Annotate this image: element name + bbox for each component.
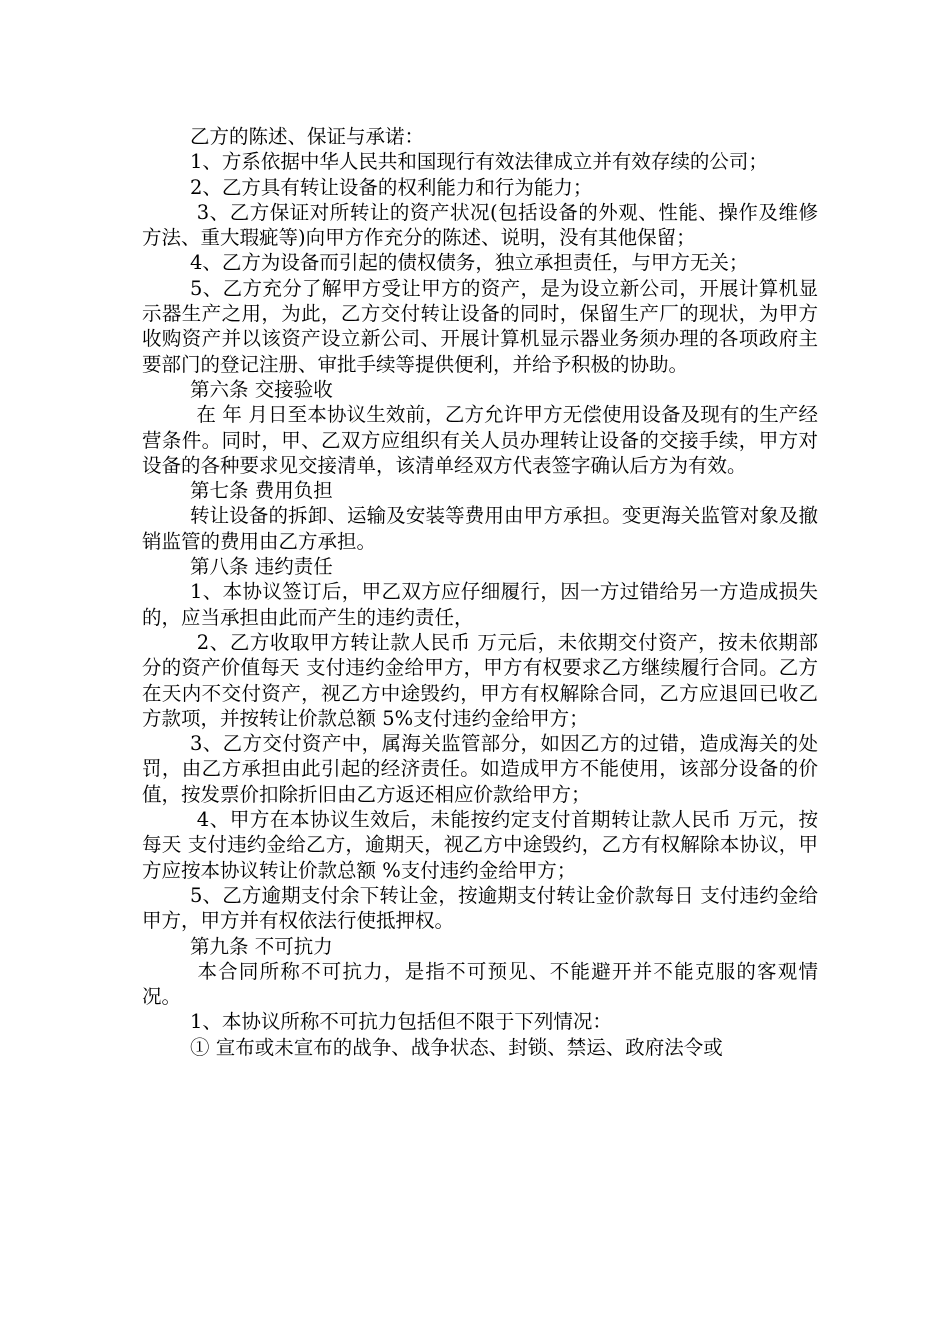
article-9-item-1: 1、本协议所称不可抗力包括但不限于下列情况： [190, 1010, 612, 1034]
paragraph-seller-representations-heading: 乙方的陈述、保证与承诺： [190, 125, 425, 148]
article-8-item-3: 3、乙方交付资产中，属海关监管部分，如因乙方的过错，造成海关的处罚，由乙方承担由此引起的经济责任。如造成甲方不能使用，该部分设备的价值，按发票价扣除折旧由乙方返还相应价款给甲方； [142, 732, 818, 806]
article-7-body: 转让设备的拆卸、运输及安装等费用由甲方承担。变更海关监管对象及撤销监管的费用由乙方承担。 [142, 504, 818, 553]
article-9-definition: 本合同所称不可抗力，是指不可预见、不能避开并不能克服的客观情况。 [142, 959, 818, 1009]
article-9-heading: 第九条 不可抗力 [190, 934, 333, 958]
document-page [142, 124, 818, 1060]
paragraph-clause-2: 2、乙方具有转让设备的权利能力和行为能力； [190, 175, 593, 199]
article-6-body: 在 年 月日至本协议生效前，乙方允许甲方无偿使用设备及现有的生产经营条件。同时，甲、乙双方应组织有关人员办理转让设备的交接手续，甲方对设备的各种要求见交接清单，该清单经双方代表签字确认后方为有效。 [142, 403, 818, 477]
article-6-heading: 第六条 交接验收 [190, 377, 333, 401]
article-8-item-5: 5、乙方逾期支付余下转让金，按逾期支付转让金价款每日 支付违约金给甲方，甲方并有权依法行使抵押权。 [142, 883, 818, 933]
paragraph-clause-4: 4、乙方为设备而引起的债权债务，独立承担责任，与甲方无关； [190, 251, 749, 275]
article-8-item-4: 4、甲方在本协议生效后，未能按约定支付首期转让款人民币 万元，按每天 支付违约金给乙方，逾期天，视乙方中途毁约，乙方有权解除本协议，甲方应按本协议转让价款总额 %支付违约金给甲方； [142, 808, 819, 882]
article-7-heading: 第七条 费用负担 [190, 479, 333, 503]
article-9-subitem-1: ① 宣布或未宣布的战争、战争状态、封锁、禁运、政府法令或 [190, 1035, 723, 1059]
article-8-item-2: 2、乙方收取甲方转让款人民币 万元后，未依期交付资产，按未依期部分的资产价值每天 支付违约金给甲方，甲方有权要求乙方继续履行合同。乙方在天内不交付资产，视乙方中途毁约，甲方有权解除合同，乙方应退回已收乙方款项，并按转让价款总额 5%支付违约金给甲方； [142, 630, 819, 730]
paragraph-clause-5: 5、乙方充分了解甲方受让甲方的资产，是为设立新公司，开展计算机显示器生产之用，为此，乙方交付转让设备的同时，保留生产厂的现状，为甲方收购资产并以该资产设立新公司、开展计算机显示器业务须办理的各项政府主要部门的登记注册、审批手续等提供便利，并给予积极的协助。 [142, 276, 818, 376]
article-8-item-1: 1、本协议签订后，甲乙双方应仔细履行，因一方过错给另一方造成损失的，应当承担由此而产生的违约责任， [142, 580, 818, 629]
article-8-heading: 第八条 违约责任 [190, 555, 333, 579]
paragraph-clause-3: 3、乙方保证对所转让的资产状况(包括设备的外观、性能、操作及维修方法、重大瑕疵等)向甲方作充分的陈述、说明，没有其他保留； [142, 200, 819, 250]
paragraph-clause-1: 1、方系依据中华人民共和国现行有效法律成立并有效存续的公司； [190, 150, 768, 174]
